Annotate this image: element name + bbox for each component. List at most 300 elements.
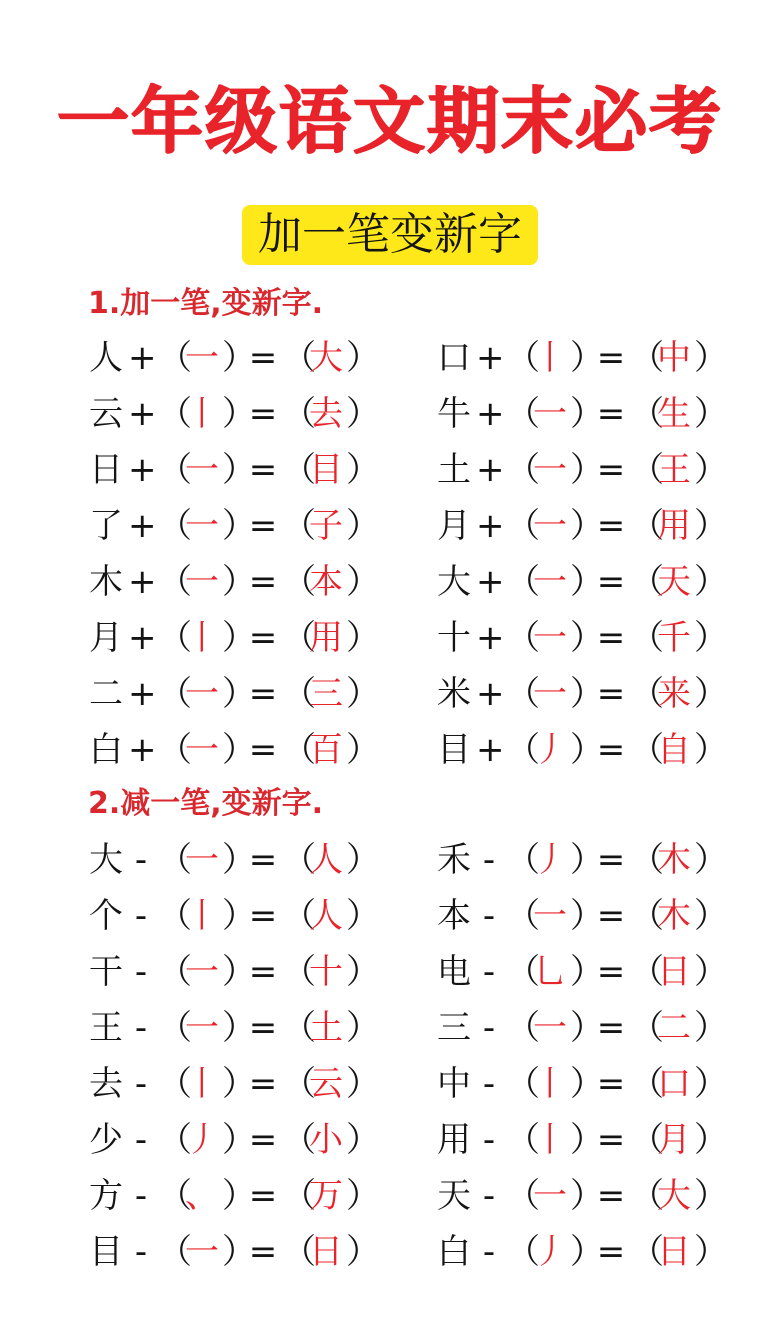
open-paren: （ — [158, 1176, 192, 1216]
close-paren: ） — [694, 394, 728, 434]
equation-row — [0, 832, 780, 888]
result-character: 千 — [657, 618, 691, 658]
result-character: 小 — [309, 1120, 343, 1160]
open-paren: （ — [630, 1008, 664, 1048]
base-character: 用 — [437, 1120, 471, 1160]
equation-right — [434, 330, 734, 386]
equation-right — [434, 1000, 734, 1056]
operator-sign: + — [476, 674, 505, 714]
operator-sign: + — [476, 562, 505, 602]
equals-sign: = — [248, 1232, 278, 1272]
open-paren: （ — [282, 952, 316, 992]
close-paren: ） — [570, 394, 604, 434]
equation-row — [0, 666, 780, 722]
result-character: 去 — [309, 394, 343, 434]
base-character: 干 — [89, 952, 123, 992]
close-paren: ） — [694, 338, 728, 378]
result-character: 来 — [657, 674, 691, 714]
close-paren: ） — [222, 840, 256, 880]
operator-sign: - — [134, 840, 148, 880]
close-paren: ） — [222, 952, 256, 992]
open-paren: （ — [630, 896, 664, 936]
equals-sign: = — [596, 1232, 626, 1272]
result-character: 子 — [309, 506, 343, 546]
equation-row — [0, 888, 780, 944]
equation-left — [86, 1224, 386, 1280]
open-paren: （ — [506, 730, 540, 770]
equals-sign: = — [596, 1176, 626, 1216]
stroke-answer: 一 — [185, 1008, 219, 1048]
open-paren: （ — [282, 1008, 316, 1048]
page-title: 一年级语文期末必考 — [56, 79, 723, 163]
equation-right — [434, 442, 734, 498]
operator-sign: + — [476, 394, 505, 434]
stroke-answer: 一 — [533, 1008, 567, 1048]
base-character: 二 — [89, 674, 123, 714]
open-paren: （ — [282, 1064, 316, 1104]
close-paren: ） — [222, 1232, 256, 1272]
close-paren: ） — [222, 338, 256, 378]
open-paren: （ — [630, 952, 664, 992]
base-character: 本 — [437, 896, 471, 936]
equation-left — [86, 610, 386, 666]
equation-row — [0, 498, 780, 554]
open-paren: （ — [630, 618, 664, 658]
operator-sign: - — [482, 840, 496, 880]
close-paren: ） — [694, 1008, 728, 1048]
result-character: 用 — [309, 618, 343, 658]
result-character: 中 — [657, 338, 691, 378]
open-paren: （ — [282, 1232, 316, 1272]
open-paren: （ — [158, 1008, 192, 1048]
close-paren: ） — [222, 1064, 256, 1104]
equation-row — [0, 1224, 780, 1280]
close-paren: ） — [346, 1120, 380, 1160]
close-paren: ） — [694, 1120, 728, 1160]
open-paren: （ — [506, 1008, 540, 1048]
stroke-answer: 一 — [185, 1232, 219, 1272]
operator-sign: + — [476, 338, 505, 378]
equation-right — [434, 386, 734, 442]
equation-right — [434, 1224, 734, 1280]
base-character: 口 — [437, 338, 471, 378]
equals-sign: = — [596, 952, 626, 992]
result-character: 口 — [657, 1064, 691, 1104]
close-paren: ） — [570, 1064, 604, 1104]
open-paren: （ — [158, 394, 192, 434]
equation-left — [86, 1168, 386, 1224]
open-paren: （ — [282, 840, 316, 880]
equals-sign: = — [248, 618, 278, 658]
open-paren: （ — [158, 1232, 192, 1272]
close-paren: ） — [222, 896, 256, 936]
close-paren: ） — [222, 450, 256, 490]
open-paren: （ — [158, 840, 192, 880]
equals-sign: = — [596, 674, 626, 714]
open-paren: （ — [630, 394, 664, 434]
stroke-answer: 丨 — [185, 896, 219, 936]
base-character: 米 — [437, 674, 471, 714]
open-paren: （ — [506, 1176, 540, 1216]
open-paren: （ — [158, 618, 192, 658]
result-character: 大 — [657, 1176, 691, 1216]
result-character: 自 — [657, 730, 691, 770]
open-paren: （ — [158, 674, 192, 714]
open-paren: （ — [506, 1064, 540, 1104]
result-character: 百 — [309, 730, 343, 770]
stroke-answer: 一 — [185, 562, 219, 602]
base-character: 禾 — [437, 840, 471, 880]
equals-sign: = — [596, 1120, 626, 1160]
base-character: 云 — [89, 394, 123, 434]
open-paren: （ — [282, 338, 316, 378]
equation-right — [434, 944, 734, 1000]
close-paren: ） — [222, 618, 256, 658]
open-paren: （ — [158, 896, 192, 936]
base-character: 目 — [89, 1232, 123, 1272]
stroke-answer: 丨 — [533, 338, 567, 378]
operator-sign: - — [134, 896, 148, 936]
open-paren: （ — [630, 450, 664, 490]
result-character: 大 — [309, 338, 343, 378]
equals-sign: = — [596, 618, 626, 658]
open-paren: （ — [630, 506, 664, 546]
close-paren: ） — [570, 952, 604, 992]
equation-left — [86, 832, 386, 888]
base-character: 了 — [89, 506, 123, 546]
base-character: 白 — [89, 730, 123, 770]
stroke-answer: 丨 — [533, 1064, 567, 1104]
close-paren: ） — [346, 394, 380, 434]
base-character: 三 — [437, 1008, 471, 1048]
base-character: 王 — [89, 1008, 123, 1048]
equation-right — [434, 498, 734, 554]
base-character: 电 — [437, 952, 471, 992]
close-paren: ） — [222, 1008, 256, 1048]
close-paren: ） — [570, 506, 604, 546]
base-character: 个 — [89, 896, 123, 936]
base-character: 月 — [89, 618, 123, 658]
open-paren: （ — [282, 506, 316, 546]
close-paren: ） — [570, 562, 604, 602]
operator-sign: + — [128, 394, 157, 434]
equation-right — [434, 1168, 734, 1224]
section-heading-subtract: 2.减一笔,变新字. — [88, 786, 324, 821]
operator-sign: + — [476, 618, 505, 658]
result-character: 二 — [657, 1008, 691, 1048]
close-paren: ） — [346, 674, 380, 714]
close-paren: ） — [346, 730, 380, 770]
open-paren: （ — [282, 674, 316, 714]
open-paren: （ — [506, 506, 540, 546]
operator-sign: - — [482, 1064, 496, 1104]
result-character: 月 — [657, 1120, 691, 1160]
stroke-answer: 一 — [533, 1176, 567, 1216]
close-paren: ） — [222, 730, 256, 770]
stroke-answer: 一 — [533, 896, 567, 936]
stroke-answer: 丨 — [533, 1120, 567, 1160]
equals-sign: = — [248, 674, 278, 714]
operator-sign: - — [134, 1064, 148, 1104]
stroke-answer: 丿 — [533, 730, 567, 770]
operator-sign: - — [134, 1232, 148, 1272]
base-character: 木 — [89, 562, 123, 602]
base-character: 中 — [437, 1064, 471, 1104]
equation-left — [86, 498, 386, 554]
close-paren: ） — [570, 338, 604, 378]
equals-sign: = — [248, 450, 278, 490]
result-character: 日 — [657, 952, 691, 992]
close-paren: ） — [222, 562, 256, 602]
open-paren: （ — [630, 1176, 664, 1216]
equation-row — [0, 386, 780, 442]
stroke-answer: 一 — [185, 450, 219, 490]
equation-right — [434, 554, 734, 610]
open-paren: （ — [158, 450, 192, 490]
open-paren: （ — [506, 562, 540, 602]
equation-left — [86, 666, 386, 722]
stroke-answer: 一 — [185, 730, 219, 770]
open-paren: （ — [506, 1120, 540, 1160]
subtitle-label: 加一笔变新字 — [242, 205, 538, 265]
equals-sign: = — [248, 1176, 278, 1216]
open-paren: （ — [506, 394, 540, 434]
stroke-answer: 一 — [185, 674, 219, 714]
equals-sign: = — [596, 338, 626, 378]
open-paren: （ — [282, 618, 316, 658]
close-paren: ） — [694, 674, 728, 714]
stroke-answer: 丨 — [185, 1064, 219, 1104]
equals-sign: = — [596, 506, 626, 546]
open-paren: （ — [282, 730, 316, 770]
open-paren: （ — [158, 562, 192, 602]
equals-sign: = — [596, 1064, 626, 1104]
stroke-answer: 、 — [185, 1176, 219, 1216]
close-paren: ） — [570, 674, 604, 714]
equals-sign: = — [248, 840, 278, 880]
open-paren: （ — [630, 562, 664, 602]
operator-sign: + — [128, 618, 157, 658]
close-paren: ） — [694, 730, 728, 770]
result-character: 日 — [309, 1232, 343, 1272]
equals-sign: = — [596, 730, 626, 770]
operator-sign: - — [482, 952, 496, 992]
equals-sign: = — [596, 562, 626, 602]
open-paren: （ — [158, 952, 192, 992]
stroke-answer: 乚 — [533, 952, 567, 992]
close-paren: ） — [222, 394, 256, 434]
base-character: 天 — [437, 1176, 471, 1216]
close-paren: ） — [346, 1176, 380, 1216]
open-paren: （ — [282, 562, 316, 602]
equation-left — [86, 1056, 386, 1112]
equals-sign: = — [248, 338, 278, 378]
add-stroke-list — [0, 330, 780, 778]
close-paren: ） — [694, 1064, 728, 1104]
stroke-answer: 丿 — [533, 840, 567, 880]
close-paren: ） — [694, 1232, 728, 1272]
equation-row — [0, 554, 780, 610]
base-character: 目 — [437, 730, 471, 770]
operator-sign: - — [482, 1176, 496, 1216]
equation-right — [434, 888, 734, 944]
close-paren: ） — [346, 618, 380, 658]
close-paren: ） — [694, 840, 728, 880]
result-character: 三 — [309, 674, 343, 714]
equals-sign: = — [248, 952, 278, 992]
base-character: 土 — [437, 450, 471, 490]
equals-sign: = — [248, 562, 278, 602]
operator-sign: - — [482, 1120, 496, 1160]
close-paren: ） — [694, 618, 728, 658]
open-paren: （ — [506, 896, 540, 936]
stroke-answer: 一 — [185, 840, 219, 880]
result-character: 十 — [309, 952, 343, 992]
open-paren: （ — [506, 618, 540, 658]
close-paren: ） — [570, 1008, 604, 1048]
result-character: 生 — [657, 394, 691, 434]
base-character: 大 — [437, 562, 471, 602]
stroke-answer: 一 — [185, 338, 219, 378]
close-paren: ） — [346, 952, 380, 992]
result-character: 云 — [309, 1064, 343, 1104]
equation-row — [0, 1056, 780, 1112]
close-paren: ） — [346, 840, 380, 880]
close-paren: ） — [346, 506, 380, 546]
close-paren: ） — [346, 1232, 380, 1272]
base-character: 方 — [89, 1176, 123, 1216]
result-character: 本 — [309, 562, 343, 602]
close-paren: ） — [222, 1176, 256, 1216]
operator-sign: - — [134, 1008, 148, 1048]
stroke-answer: 丨 — [185, 618, 219, 658]
open-paren: （ — [630, 674, 664, 714]
result-character: 目 — [309, 450, 343, 490]
result-character: 木 — [657, 840, 691, 880]
close-paren: ） — [222, 1120, 256, 1160]
equals-sign: = — [596, 450, 626, 490]
stroke-answer: 一 — [533, 506, 567, 546]
operator-sign: - — [134, 1120, 148, 1160]
equation-left — [86, 722, 386, 778]
open-paren: （ — [506, 338, 540, 378]
equals-sign: = — [248, 730, 278, 770]
stroke-answer: 一 — [185, 952, 219, 992]
operator-sign: + — [128, 450, 157, 490]
operator-sign: + — [476, 506, 505, 546]
stroke-answer: 丿 — [533, 1232, 567, 1272]
close-paren: ） — [570, 1176, 604, 1216]
equation-row — [0, 330, 780, 386]
operator-sign: - — [134, 1176, 148, 1216]
open-paren: （ — [282, 1176, 316, 1216]
equation-left — [86, 1000, 386, 1056]
close-paren: ） — [570, 450, 604, 490]
equals-sign: = — [596, 840, 626, 880]
stroke-answer: 一 — [533, 394, 567, 434]
base-character: 月 — [437, 506, 471, 546]
operator-sign: + — [128, 730, 157, 770]
equation-right — [434, 666, 734, 722]
close-paren: ） — [346, 896, 380, 936]
equation-row — [0, 610, 780, 666]
equals-sign: = — [248, 1120, 278, 1160]
equation-left — [86, 944, 386, 1000]
open-paren: （ — [506, 450, 540, 490]
equation-left — [86, 330, 386, 386]
operator-sign: - — [482, 1232, 496, 1272]
open-paren: （ — [506, 1232, 540, 1272]
equals-sign: = — [248, 394, 278, 434]
open-paren: （ — [506, 840, 540, 880]
open-paren: （ — [630, 1064, 664, 1104]
operator-sign: + — [128, 506, 157, 546]
close-paren: ） — [694, 450, 728, 490]
close-paren: ） — [570, 1232, 604, 1272]
open-paren: （ — [158, 506, 192, 546]
result-character: 天 — [657, 562, 691, 602]
result-character: 日 — [657, 1232, 691, 1272]
close-paren: ） — [570, 896, 604, 936]
open-paren: （ — [282, 450, 316, 490]
operator-sign: - — [134, 952, 148, 992]
operator-sign: + — [476, 450, 505, 490]
open-paren: （ — [158, 1120, 192, 1160]
close-paren: ） — [570, 618, 604, 658]
open-paren: （ — [506, 674, 540, 714]
equals-sign: = — [248, 1008, 278, 1048]
close-paren: ） — [570, 730, 604, 770]
equation-row — [0, 722, 780, 778]
stroke-answer: 一 — [533, 562, 567, 602]
equation-right — [434, 722, 734, 778]
close-paren: ） — [346, 450, 380, 490]
close-paren: ） — [222, 506, 256, 546]
open-paren: （ — [158, 1064, 192, 1104]
operator-sign: + — [128, 562, 157, 602]
operator-sign: - — [482, 1008, 496, 1048]
base-character: 日 — [89, 450, 123, 490]
close-paren: ） — [570, 1120, 604, 1160]
stroke-answer: 一 — [533, 674, 567, 714]
result-character: 人 — [309, 896, 343, 936]
base-character: 人 — [89, 338, 123, 378]
close-paren: ） — [694, 506, 728, 546]
open-paren: （ — [630, 338, 664, 378]
base-character: 去 — [89, 1064, 123, 1104]
equation-left — [86, 1112, 386, 1168]
operator-sign: + — [128, 674, 157, 714]
close-paren: ） — [222, 674, 256, 714]
close-paren: ） — [346, 1064, 380, 1104]
stroke-answer: 丿 — [185, 1120, 219, 1160]
open-paren: （ — [158, 338, 192, 378]
close-paren: ） — [694, 562, 728, 602]
close-paren: ） — [694, 1176, 728, 1216]
equation-row — [0, 1168, 780, 1224]
stroke-answer: 一 — [185, 506, 219, 546]
operator-sign: + — [476, 730, 505, 770]
section-heading-add: 1.加一笔,变新字. — [88, 286, 324, 321]
open-paren: （ — [282, 896, 316, 936]
equation-row — [0, 442, 780, 498]
result-character: 用 — [657, 506, 691, 546]
equation-right — [434, 1056, 734, 1112]
equation-row — [0, 1112, 780, 1168]
result-character: 人 — [309, 840, 343, 880]
equals-sign: = — [248, 506, 278, 546]
result-character: 王 — [657, 450, 691, 490]
